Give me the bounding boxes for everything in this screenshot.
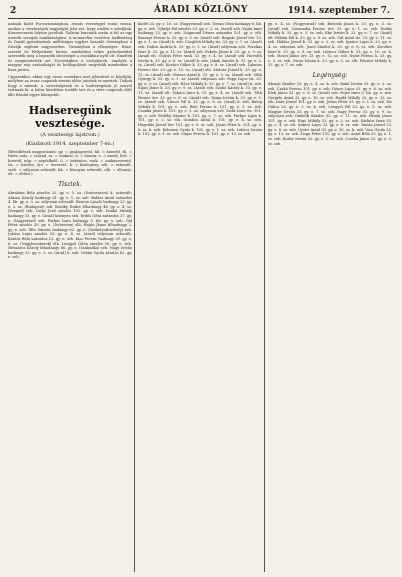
- article-subhead-date: (Kiadatott 1914. szeptember 7-én.): [25, 140, 115, 147]
- header-rule: [8, 18, 394, 19]
- section-title-officers: Tisztek.: [58, 181, 82, 189]
- abbreviation-legend: (Rövidítések magyarázata: gy. = gyalogezred, hb. = honvéd, tb. = tüzér, száz. = század, sz. = szakasz, h. = huszár, e. = ezred, hvd. = honvéd, nép. = népfelkelő, ö. = önkéntes, szak. = szakaszvezető, tiz. = tizedes, őrv. = őrvezető, k. = közlegény, seb. = sebesült, szeb. = súlyosan sebesült, kb. = könnyen sebesült, elh. = elhunyt, elt. = eltűnt.): [8, 149, 132, 177]
- article-intro-continued: Ugyanekkor, akkor egy orosz vezérkari tiszt jelentését is közöljük, melyben az orosz csapatok szerint előre jutottak és nyertek. Tudjuk hogy a mieink, a szövetségesek és a hadseregeink jó szívvel tartanak ki. A bátor küzdelem tovább tart és a vitéz csapatok előtt álló feladat egyre könnyebb.: [8, 74, 132, 97]
- casualty-list-enlisted: Abonyi Sándor 33. gy. e. 4. sz. k. seb. Bakó István 33. gy. e. 2. sz. seb. Czakó Ferenc 101. gy. e. seb. Dénes Lajos 33. gy. e. 6. sz. seb. Elek János 33. gy. e. 8. sz. (Arad) seb. Fejes Imre 5. hb. gy. e. seb. Gergely Antal 33. gy. e. 10. sz. seb. Hajdú Mihály 33. gy. e. 12. sz. elh. Imre József 101. gy. e. seb. Juhos Péter 33. gy. e. 1. sz. seb. Kis Gábor 33. gy. e. 3. sz. k. seb. Lengyel Pál 33. gy. e. 5. sz. seb. Magyar István 33. gy. e. 7. sz. seb. Nagy Ferenc 33. gy. e. 9. sz. súlyosan seb. Ombódi Sándor 33. gy. e. 11. sz. seb. Pataki János 101. gy. e. seb. Rigó Mihály 33. gy. e. 2. sz. seb. Sárközi Imre 33. gy. e. 4. sz. elt. Szántó Lajos 33. gy. e. 6. sz. seb. Tamás József 33. gy. e. 8. sz. seb. Újvári Antal 33. gy. e. 10. sz. k. seb. Vass Gyula 33. gy. e. 12. sz. seb. Zsiga Péter 101. gy. e. seb. Antal Béla 33. gy. e. 1. sz. seb. Bodor István 33. gy. e. 3. sz. seb. Csorba János 33. gy. e. 5. sz. seb.: [268, 81, 392, 146]
- column-1: [8, 22, 132, 574]
- column-3: [268, 22, 392, 574]
- issue-date: 1914. szeptember 7.: [287, 6, 390, 16]
- column-divider: [134, 22, 135, 572]
- article-headline: Hadseregünk vesztesége.: [28, 103, 112, 130]
- casualty-list: kadét 33. gy. e. 10. sz. (Nagyvárad) seb. Tornai Géza hadnagy 6. hb. gy. e. seb. Ujhelyi Pál zászlós 33. gy. e. 2. sz. (Arad) seb. Vajda Imre hadnagy 23. gy. e. seb. Zsigmond Dénes százados 101. gy. e. elh. Baranyi Ferenc k. 33. gy. e. 5. sz. (Arad) seb. Bognár József őrv. 33. gy. e. 1. sz. (Arad) k. seb. Czeglédi Mihály tiz. 33. gy. e. 7. sz. (Arad) seb. Dobos András k. 33. gy. e. 3. sz. (Arad) súlyosan seb. Fazekas Imre k. 33. gy. e. 11. sz. (Arad) seb. Fekete János k. 33. gy. e. 9. sz. (Arad) elt. Gulyás Péter szak. 33. gy. e. 4. sz. (Arad) seb. Horváth István k. 33. gy. e. 6. sz. (Arad) k. seb. Jakab Sándor k. 33. gy. e. 2. sz. (Arad) seb. Kovács Gábor k. 33. gy. e. 8. sz. (Arad) seb. Lakatos Ferenc őrv. 33. gy. e. 10. sz. (Arad) elh. Molnár József k. 33. gy. e. 12. sz. (Arad) seb. Nemes Antal k. 33. gy. e. 5. sz. (Arad) seb. Oláh György k. 33. gy. e. 1. sz. (Arad) súlyosan seb. Papp Lajos tiz. 33. gy. e. 3. sz. (Arad) seb. Rácz Mihály k. 33. gy. e. 7. sz. (Arad) k. seb. Sipos János k. 33. gy. e. 9. sz. (Arad) seb. Szabó Károly k. 33. gy. e. 11. sz. (Arad) elt. Takács Imre k. 33. gy. e. 4. sz. (Arad) seb. Tóth Ferenc őrv. 33. gy. e. 6. sz. (Arad) seb. Varga István k. 33. gy. e. 2. sz. (Arad) seb. Vincze Pál k. 33. gy. e. 8. sz. (Arad) k. seb. Balog Mihály k. 101. gy. e. seb. Bíró Ferenc k. 101. gy. e. 3. sz. seb. Csonka János k. 101. gy. e. 5. sz. súlyosan seb. Deák Imre tiz. 101. gy. e. seb. Erdélyi Sándor k. 101. gy. e. 7. sz. seb. Farkas Lajos k. 101. gy. e. 2. sz. elh. Gombos Antal k. 101. gy. e. 4. sz. seb. Hegedűs József őrv. 101. gy. e. 6. sz. seb. Jónás Péter k. 101. gy. e. 8. sz. k. seb. Kelemen Gyula k. 101. gy. e. 1. sz. seb. Lukács István k. 101. gy. e. 9. sz. seb. Major Ferenc k. 101. gy. e. 10. sz. seb.: [138, 22, 262, 137]
- masthead: ÁRADI KÖZLÖNY: [154, 5, 248, 15]
- casualty-list: Ábrahám Béla zászlós 32. gy. e. 5. sz. (Szászvárosi) k. sebesült. Almasi Károly hadnagy 61. gy. e. 1. sz. seb. Balázs Antal százados 4. hb. gy. e. 3. sz. súlyosan sebesült. Bencze László hadnagy 23. gy. e. 2. sz. (Budapest) seb. Bozóky Endre főhadnagy 46. gy. e. 4. sz. (Szeged) seb. Csiky Jenő zászlós 101. gy. e. seb. Dankó Mihály hadnagy 33. gy. e. (Arad) könnyen seb. Erdős Géza százados 37. gy. e. (Nagyvárad) seb. Farkas Imre hadnagy 5. hb. gy. e. seb. Gál Péter zászlós 39. gy. e. (Debrecen) elh. Hajdu János főhadnagy 2. gy. e. seb. Illés Sándor hadnagy 82. gy. e. (Székelyudvarhely) seb. Juhász Lajos zászlós 33. gy. e. 8. sz. (Arad) súlyosan sebesült. Kántor Béla százados 12. gy. e. seb. Kiss Ferenc hadnagy 29. gy. e. 6. sz. (Nagybecskerek) elh. Lengyel Ödön zászlós 50. gy. e. seb. Mészáros Károly főhadnagy 86. gy. e. (Szabadka) seb. Nagy István hadnagy 33. gy. e. 3. sz. (Arad) k. seb. Orbán Gyula zászlós 62. gy. e. seb.: [8, 191, 132, 260]
- article-intro: naknak Kolot Porosztományban, rózsás versséggel vonul viszza, amikor a veszteségek nagyságát jelzi ezt, hogy ezidén a sztrájkok. Kiszervezzeni folyton javultak. Galiciai harcaink során is fel az egy osztrák seregek munkásságára. A monarchia vezetése Auffenberg és Dankl gyözelmének méltóságos ügyhez hasonló Ormányban a Sztrájk segíteni nagyszerűen. Ormányban a ellenséges. Haza-szerető és Helyenként fontos, amelyeken teljes győzelmekkel szerezték meg a legszebb dicsőséget a csatákban nyílt ott. Emeltek és megmentették azt. Dicsőségben a szolgálatok, amelyek a magyar nép szabadságát és boldogulását megvédik mindenkor a haza javára.: [8, 22, 132, 72]
- column-2: [138, 22, 262, 574]
- casualty-list: gy. e. 4. sz. (Nagyvárad) seb. Bencsik János k. 33. gy. e. 3. sz. (Arad) seb. Csizmadia Ferenc őrv. 33. gy. e. 1. sz. seb. Dudás Mihály k. 33. gy. e. 5. sz. seb. Eke István k. 33. gy. e. 7. sz. (Arad) elt. Fábián Pál k. 33. gy. e. 9. sz. seb. Gál Antal tiz. 33. gy. e. 11. sz. seb. Halász József k. 33. gy. e. 2. sz. seb. Ignácz Lajos k. 33. gy. e. 4. sz. súlyosan seb. Jenei Sándor k. 33. gy. e. 6. sz. seb. Kerekes Imre k. 33. gy. e. 8. sz. seb. Lőrincz Gábor k. 33. gy. e. 10. sz. k. seb. Mezei János őrv. 33. gy. e. 12. sz. seb. Nyári Ferenc k. 33. gy. e. 3. sz. seb. Orosz István k. 33. gy. e. 5. sz. elh. Pásztor Mihály k. 33. gy. e. 7. sz. seb.: [268, 22, 392, 68]
- article-subhead: (A veszteségi lajstrom.): [40, 131, 100, 138]
- section-title-enlisted: Legénység:: [312, 71, 348, 79]
- page-header: [0, 0, 402, 20]
- page-number: 2: [10, 6, 17, 16]
- column-divider: [264, 22, 265, 572]
